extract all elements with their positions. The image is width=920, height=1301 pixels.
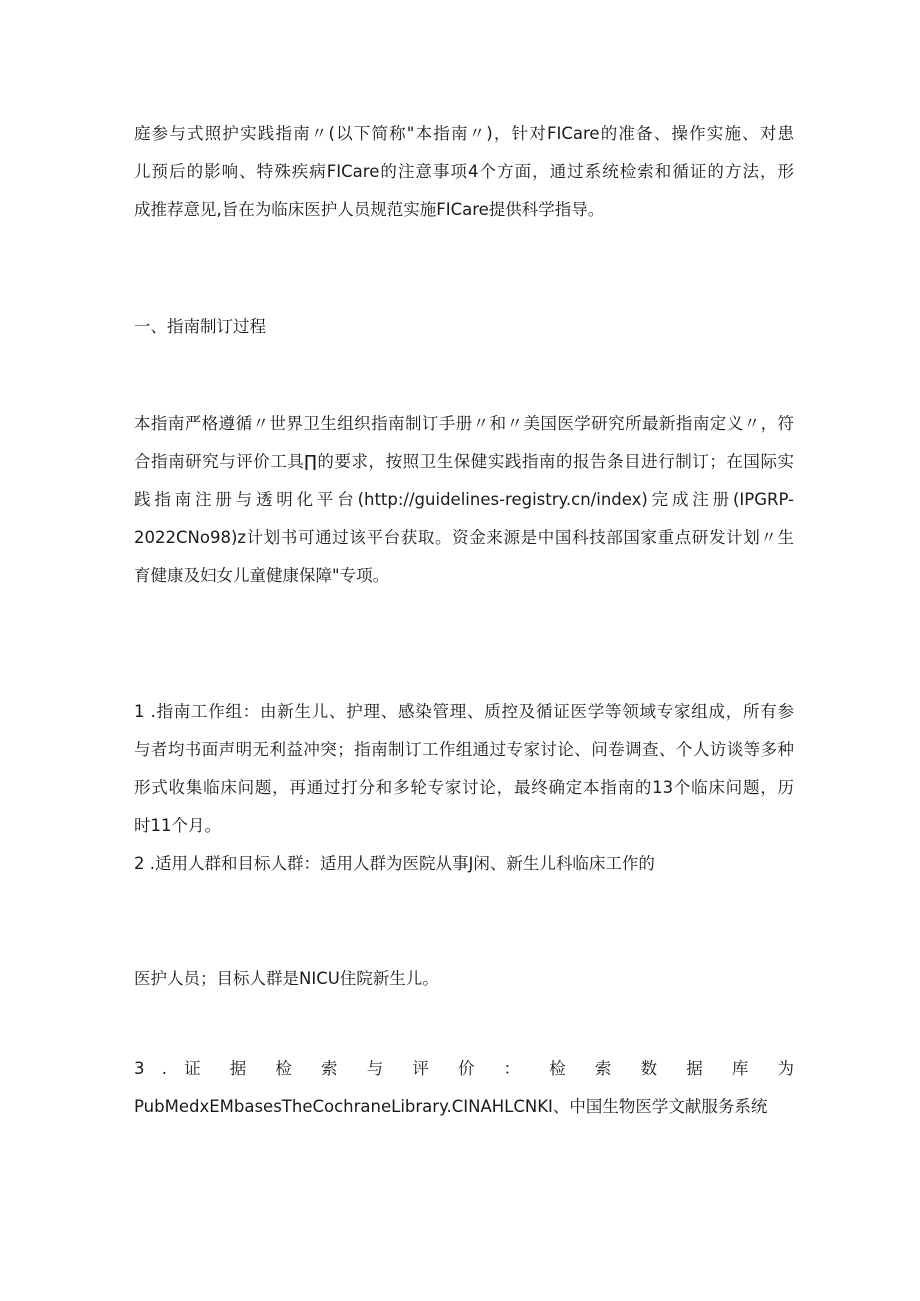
text-line: 儿预后的影响、特殊疾病FICare的注意事项4个方面，通过系统检索和循证的方法，形	[134, 162, 794, 181]
guideline-process-paragraph	[134, 405, 794, 595]
text-line: 形式收集临床问题，再通过打分和多轮专家讨论，最终确定本指南的13个临床问题，历	[134, 778, 794, 797]
text-line: 医护人员；目标人群是NICU住院新生儿。	[134, 969, 439, 988]
text-line: 2022CNo98)z计划书可通过该平台获取。资金来源是中国科技部国家重点研发计划〃生	[134, 528, 794, 547]
heading-text: 一、指南制订过程	[134, 317, 266, 336]
text-line: 成推荐意见,旨在为临床医护人员规范实施FICare提供科学指导。	[134, 200, 605, 219]
working-group-paragraph	[134, 693, 794, 883]
section-heading	[134, 308, 794, 346]
text-line: 3 . 证 据 检 索 与 评 价 ： 检 索 数 据 库 为	[134, 1059, 794, 1078]
target-population-paragraph	[134, 960, 794, 998]
text-line: 1 .指南工作组：由新生儿、护理、感染管理、质控及循证医学等领域专家组成，所有参	[134, 702, 794, 721]
evidence-retrieval-paragraph	[134, 1050, 794, 1126]
text-line: PubMedxEMbasesTheCochraneLibrary.CINAHLCNKI、中国生物医学文献服务系统	[134, 1097, 768, 1116]
text-line: 庭参与式照护实践指南〃(以下简称"本指南〃)，针对FICare的准备、操作实施、对患	[134, 124, 794, 143]
intro-paragraph	[134, 115, 794, 229]
text-line: 时11个月。	[134, 816, 221, 835]
text-line: 践指南注册与透明化平台(http://guidelines-registry.cn/index)完成注册(IPGRP-	[134, 490, 794, 509]
text-line: 本指南严格遵循〃世界卫生组织指南制订手册〃和〃美国医学研究所最新指南定义〃，符	[134, 414, 794, 433]
text-line: 育健康及妇女儿童健康保障"专项。	[134, 566, 390, 585]
text-line: 与者均书面声明无利益冲突；指南制订工作组通过专家讨论、问卷调查、个人访谈等多种	[134, 740, 794, 759]
text-line: 合指南研究与评价工具∏的要求，按照卫生保健实践指南的报告条目进行制订；在国际实	[134, 452, 794, 471]
text-line: 2 .适用人群和目标人群：适用人群为医院从事J闲、新生儿科临床工作的	[134, 854, 655, 873]
